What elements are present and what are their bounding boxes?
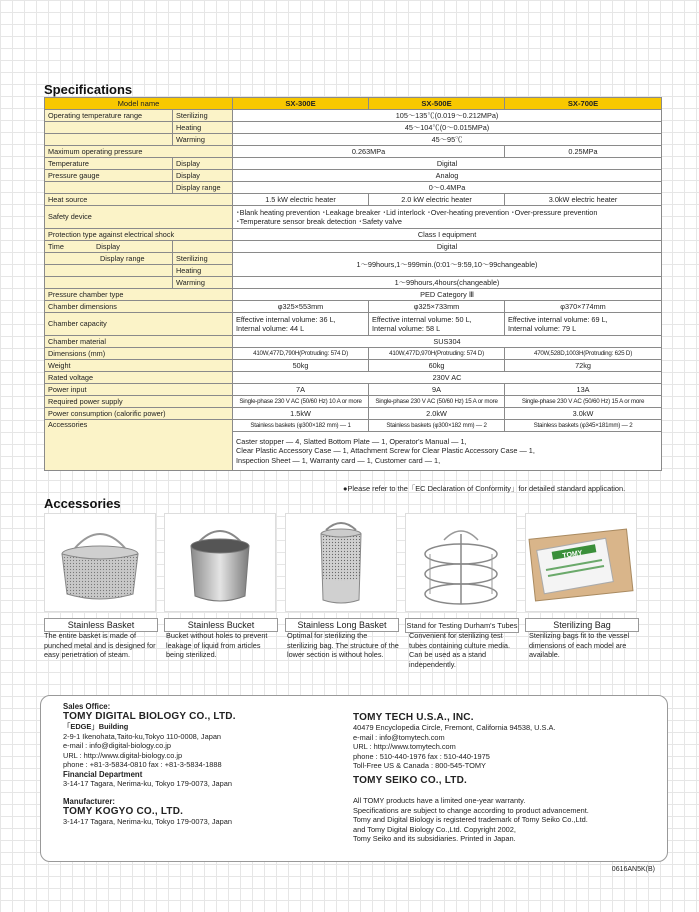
stainless-long-basket-title: Stainless Long Basket (285, 618, 399, 632)
durham-tube-stand-desc: Convenient for sterilizing test tubes containing culture media. Can be used as a stand independently. (409, 631, 511, 669)
finance-label: Financial Department (63, 769, 143, 779)
table-row (45, 289, 662, 301)
row-label: Heat source (45, 194, 233, 206)
cell: SUS304 (233, 336, 662, 348)
legal-line-3: Tomy and Digital Biology is registered trademark of Tomy Seiko Co.,Ltd. (353, 815, 588, 825)
cell (369, 313, 505, 336)
row-label (45, 277, 173, 289)
safety-line-1: ･Blank heating prevention ･Leakage breaker ･Lid interlock ･Over-heating prevention ･Over-pressure prevention (236, 207, 598, 217)
table-row (45, 313, 662, 336)
cell: 60kg (369, 360, 505, 372)
table-row (45, 348, 662, 360)
kogyo-address: 3-14-17 Tagara, Nerima-ku, Tokyo 179-0073, Japan (63, 816, 232, 826)
row-sublabel (173, 241, 233, 253)
table-row (45, 229, 662, 241)
row-label: Maximum operating pressure (45, 146, 233, 158)
table-row (45, 241, 662, 253)
accessories-line-3: Inspection Sheet — 1, Warranty card — 1, Customer card — 1, (236, 455, 441, 465)
cell: Digital (233, 158, 662, 170)
row-label (45, 122, 173, 134)
document-code: 0616AN5K(B) (611, 866, 655, 873)
stainless-basket-title: Stainless Basket (44, 618, 158, 632)
cell: 105～135℃(0.019～0.212MPa) (233, 110, 662, 122)
model-sx500e: SX-500E (369, 98, 505, 110)
table-row (45, 336, 662, 348)
table-row (45, 110, 662, 122)
table-row (45, 301, 662, 313)
cell: 0～0.4MPa (233, 182, 662, 194)
row-label (45, 182, 173, 194)
cell (233, 432, 662, 471)
row-label: Required power supply (45, 396, 233, 408)
sterilizing-bag-image (525, 513, 637, 612)
cell: 470W,528D,1003H(Protruding: 625 D) (505, 348, 662, 360)
bag-logo: TOMY (562, 549, 584, 560)
row-label: Dimensions (mm) (45, 348, 233, 360)
cell: 50kg (233, 360, 369, 372)
row-sublabel: Heating (173, 122, 233, 134)
cell: Analog (233, 170, 662, 182)
table-row (45, 170, 662, 182)
model-name-label: Model name (45, 98, 233, 110)
seiko-company-name: TOMY SEIKO CO., LTD. (353, 774, 468, 786)
table-row (45, 206, 662, 229)
cell: 3.0kW (505, 408, 662, 420)
contact-right-column (353, 712, 653, 844)
table-row (45, 158, 662, 170)
cell: 45～95℃ (233, 134, 662, 146)
row-label: Chamber material (45, 336, 233, 348)
stainless-bucket-image (164, 513, 276, 612)
cell: 410W,477D,970H(Protruding: 574 D) (369, 348, 505, 360)
specifications-table (44, 97, 662, 471)
table-row (45, 420, 662, 432)
durham-tube-stand-title: Stand for Testing Durham's Tubes (405, 618, 519, 633)
row-label (45, 241, 173, 253)
legal-line-1: All TOMY products have a limited one-year warranty. (353, 795, 526, 805)
row-label (45, 253, 173, 265)
stainless-bucket-title: Stainless Bucket (164, 618, 278, 632)
row-label: Protection type against electrical shock (45, 229, 233, 241)
row-sublabel: Display (173, 158, 233, 170)
usa-company-name: TOMY TECH U.S.A., INC. (353, 712, 474, 723)
table-row (45, 372, 662, 384)
table-row (45, 408, 662, 420)
cell (233, 313, 369, 336)
row-label: Power input (45, 384, 233, 396)
durham-tube-stand-image (405, 513, 517, 612)
table-row (45, 122, 662, 134)
contact-left-column (63, 702, 353, 826)
row-sublabel: Warming (173, 277, 233, 289)
table-row (45, 194, 662, 206)
row-sublabel: Display (173, 170, 233, 182)
finance-address: 3-14-17 Tagara, Nerima-ku, Tokyo 179-0073, Japan (63, 778, 232, 788)
cap-line: Effective internal volume: 36 L, (236, 314, 336, 324)
time-label: Time (48, 241, 64, 251)
manufacturer-label: Manufacturer: (63, 796, 115, 806)
cap-line: Effective internal volume: 69 L, (508, 314, 608, 324)
cap-line: Internal volume: 44 L (236, 324, 305, 333)
table-row (45, 253, 662, 265)
accessories-line-2: Clear Plastic Accessory Case — 1, Attachment Screw for Clear Plastic Accessory Case — 1, (236, 446, 535, 456)
cell (505, 313, 662, 336)
cell: Stainless baskets (φ300×182 mm) — 2 (369, 420, 505, 432)
cell: 0.25MPa (505, 146, 662, 158)
cell: 1～99hours,1～999min.(0:01～9:59,10～99changeable) (233, 253, 662, 277)
cell: 230V AC (233, 372, 662, 384)
sterilizing-bag-title: Sterilizing Bag (525, 618, 639, 632)
cell (233, 206, 662, 229)
row-sublabel: Display range (173, 182, 233, 194)
cell: 13A (505, 384, 662, 396)
time-display-label: Display (95, 241, 120, 251)
tdb-phone: phone : +81-3-5834-0810 fax : +81-3-5834-1888 (63, 760, 222, 770)
usa-tollfree: Toll-Free US & Canada : 800-545-TOMY (353, 761, 486, 771)
table-row (45, 396, 662, 408)
stainless-basket-desc: The entire basket is made of punched metal and is designed for easy penetration of steam. (44, 631, 156, 659)
row-label: Weight (45, 360, 233, 372)
row-label: Rated voltage (45, 372, 233, 384)
row-label: Accessories (45, 420, 233, 471)
row-sublabel: Sterilizing (173, 110, 233, 122)
table-header-row (45, 98, 662, 110)
row-label: Chamber dimensions (45, 301, 233, 313)
cell: φ325×733mm (369, 301, 505, 313)
cell: φ370×774mm (505, 301, 662, 313)
time-display-range-label: Display range (100, 253, 145, 263)
cap-line: Internal volume: 58 L (372, 324, 441, 333)
tdb-address: 2-9-1 Ikenohata,Taito-ku,Tokyo 110-0008, Japan (63, 731, 222, 741)
model-sx300e: SX-300E (233, 98, 369, 110)
cell: PED Category Ⅲ (233, 289, 662, 301)
table-row (45, 146, 662, 158)
cap-line: Internal volume: 79 L (508, 324, 577, 333)
usa-email: e-mail : info@tomytech.com (353, 732, 445, 742)
table-row (45, 182, 662, 194)
cell: Stainless baskets (φ345×181mm) — 2 (505, 420, 662, 432)
row-label (45, 134, 173, 146)
tdb-url: URL : http://www.digital-biology.co.jp (63, 750, 183, 760)
cap-line: Effective internal volume: 50 L, (372, 314, 472, 324)
row-label: Power consumption (calorific power) (45, 408, 233, 420)
table-row (45, 277, 662, 289)
cell: 3.0kW electric heater (505, 194, 662, 206)
cell: Single-phase 230 V AC (50/60 Hz) 10 A or more (233, 396, 369, 408)
stainless-bucket-desc: Bucket without holes to prevent leakage of liquid from articles being sterilized. (166, 631, 268, 659)
sterilizing-bag-desc: Sterilizing bags fit to the vessel dimensions of each model are available. (529, 631, 630, 659)
row-label: Operating temperature range (45, 110, 173, 122)
stainless-long-basket-image (285, 513, 397, 612)
cell: 2.0kW (369, 408, 505, 420)
cell: Single-phase 230 V AC (50/60 Hz) 15 A or more (505, 396, 662, 408)
row-label: Pressure gauge (45, 170, 173, 182)
cell: Single-phase 230 V AC (50/60 Hz) 15 A or more (369, 396, 505, 408)
cell: 9A (369, 384, 505, 396)
specifications-heading: Specifications (44, 82, 133, 97)
stainless-long-basket-desc: Optimal for sterilizing the sterilizing bag. The structure of the lower section is without holes. (287, 631, 399, 659)
cell: 7A (233, 384, 369, 396)
cell: Digital (233, 241, 662, 253)
row-label: Temperature (45, 158, 173, 170)
cell: 45～104℃(0～0.015MPa) (233, 122, 662, 134)
sales-office-label: Sales Office: (63, 702, 111, 711)
kogyo-company-name: TOMY KOGYO CO., LTD. (63, 805, 184, 817)
tdb-email: e-mail : info@digital-biology.co.jp (63, 741, 172, 751)
cell: 1～99hours,4hours(changeable) (233, 277, 662, 289)
tdb-company-name: TOMY DIGITAL BIOLOGY CO., LTD. (63, 711, 236, 722)
usa-phone: phone : 510-440-1976 fax : 510-440-1975 (353, 751, 490, 761)
tdb-building: 「EDGE」Building (63, 722, 129, 731)
table-row (45, 360, 662, 372)
cell: 1.5kW (233, 408, 369, 420)
legal-line-5: Tomy Seiko and its subsidiaries. Printed in Japan. (353, 834, 516, 844)
table-row (45, 384, 662, 396)
row-sublabel: Heating (173, 265, 233, 277)
cell: φ325×553mm (233, 301, 369, 313)
row-label: Chamber capacity (45, 313, 233, 336)
row-sublabel: Sterilizing (173, 253, 233, 265)
legal-line-2: Specifications are subject to change according to product advancement. (353, 805, 589, 815)
model-sx700e: SX-700E (505, 98, 662, 110)
row-label: Pressure chamber type (45, 289, 233, 301)
cell: Class I equipment (233, 229, 662, 241)
row-sublabel: Warming (173, 134, 233, 146)
accessories-line-1: Caster stopper — 4, Slatted Bottom Plate — 1, Operator's Manual — 1, (236, 436, 467, 446)
cell: 1.5 kW electric heater (233, 194, 369, 206)
row-label: Safety device (45, 206, 233, 229)
cell: 0.263MPa (233, 146, 505, 158)
usa-address: 40479 Encyclopedia Circle, Fremont, California 94538, U.S.A. (353, 723, 556, 732)
cell: Stainless baskets (φ300×182 mm) — 1 (233, 420, 369, 432)
usa-url: URL : http://www.tomytech.com (353, 742, 456, 752)
safety-line-2: ･Temperature sensor break detection ･Safety valve (236, 217, 402, 226)
cell: 72kg (505, 360, 662, 372)
accessories-heading: Accessories (44, 496, 121, 511)
table-row (45, 134, 662, 146)
stainless-basket-image (44, 513, 156, 612)
row-label (45, 265, 173, 277)
legal-line-4: and Tomy Digital Biology Co.,Ltd. Copyright 2002, (353, 824, 516, 834)
ec-declaration-note: ●Please refer to the「EC Declaration of Conformity」for detailed standard application. (343, 484, 626, 493)
cell: 410W,477D,790H(Protruding: 574 D) (233, 348, 369, 360)
cell: 2.0 kW electric heater (369, 194, 505, 206)
